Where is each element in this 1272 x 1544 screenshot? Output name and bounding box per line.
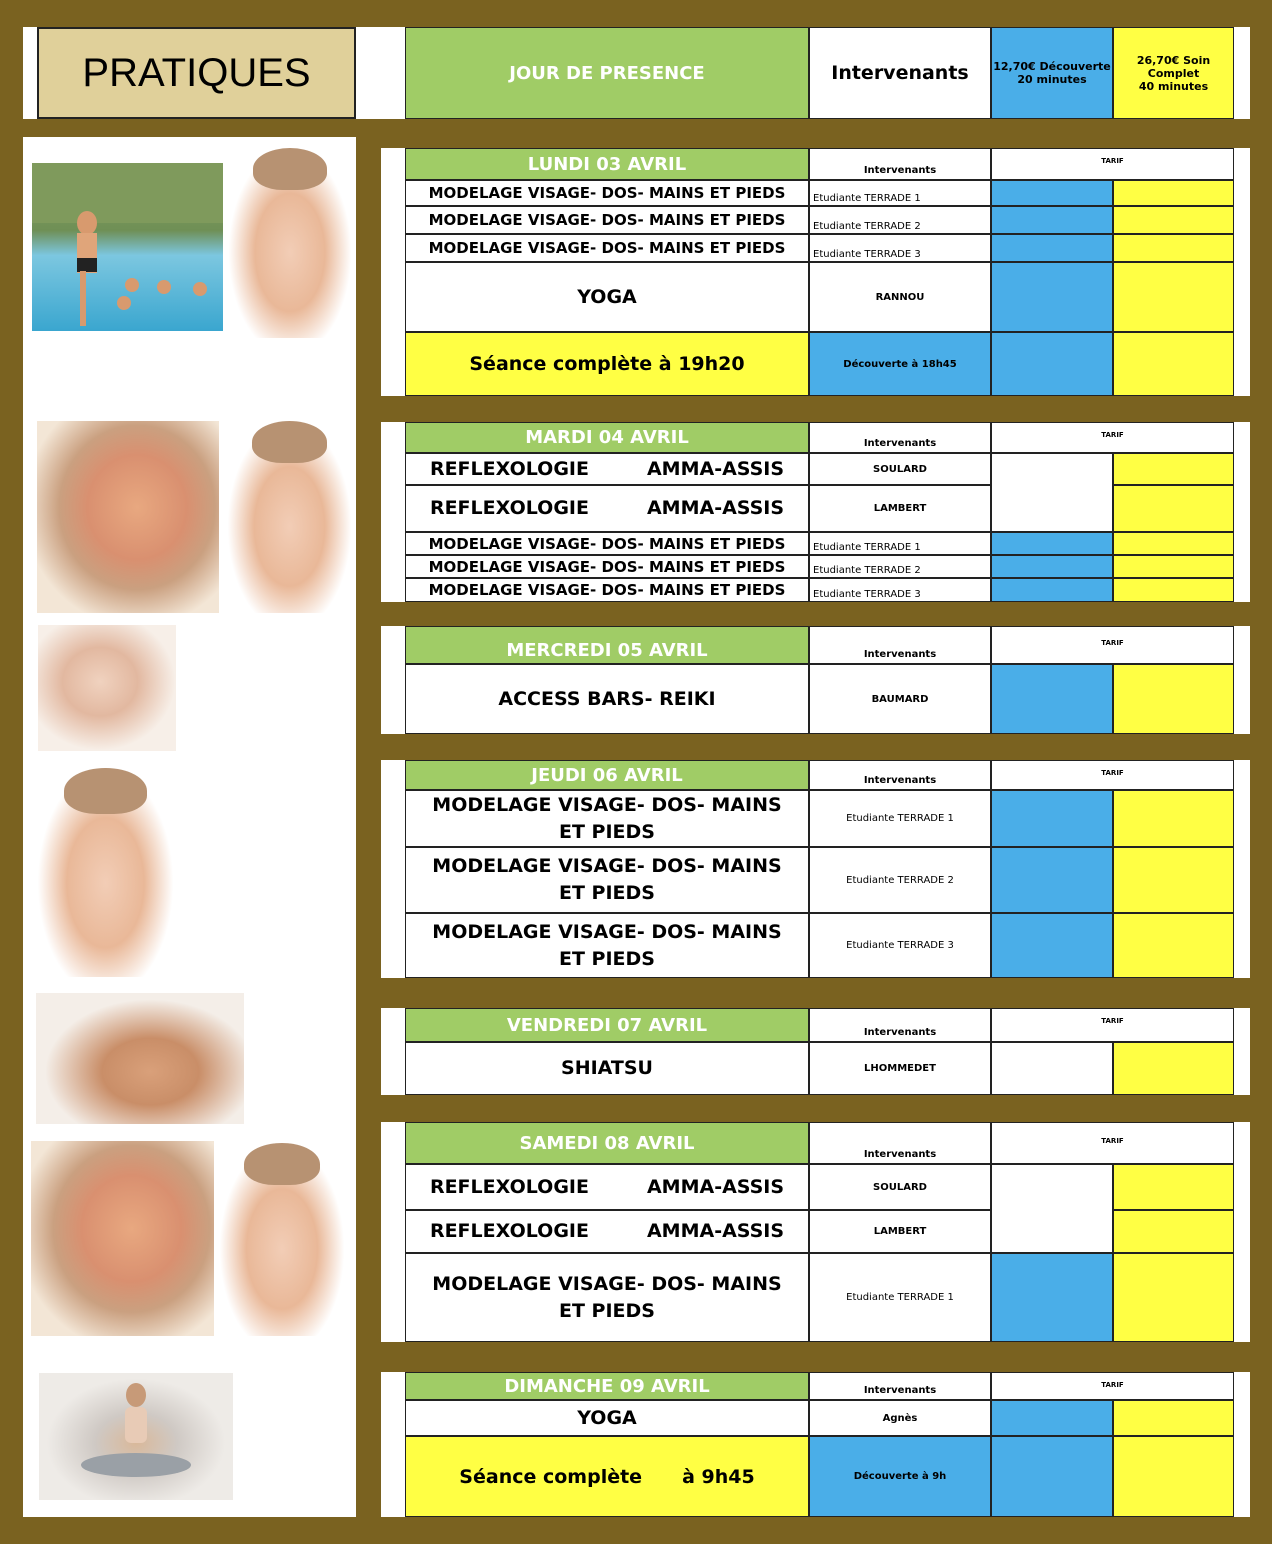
activity: MODELAGE VISAGE- DOS- MAINS ET PIEDS [405,532,809,555]
session-complete-time: à 9h45 [682,1465,755,1488]
price-complet [1113,790,1234,847]
activity: MODELAGE VISAGE- DOS- MAINS ET PIEDS [405,913,809,978]
price-empty [991,453,1113,532]
price-complet [1113,1210,1234,1253]
activity: MODELAGE VISAGE- DOS- MAINS ET PIEDS [405,847,809,913]
activity [405,1164,809,1210]
price-decouverte [991,790,1113,847]
price-complet [1113,555,1234,578]
intervenant: SOULARD [809,1164,991,1210]
price-complet [1113,847,1234,913]
activity: MODELAGE VISAGE- DOS- MAINS ET PIEDS [405,790,809,847]
price-decouverte [991,664,1113,734]
facial-massage-photo [228,148,352,338]
tarif-decouverte-price: 12,70€ Découverte [993,60,1111,73]
price-complet [1113,332,1234,396]
aqua-yoga-figures [32,163,223,331]
intervenant: Etudiante TERRADE 1 [809,1253,991,1342]
intervenant: Etudiante TERRADE 1 [809,180,991,206]
intervenants-label: Intervenants [809,1122,991,1164]
tarif-decouverte-duration: 20 minutes [1017,73,1087,86]
header-day-col: JOUR DE PRESENCE [405,27,809,119]
price-complet [1113,485,1234,532]
intervenants-label: Intervenants [809,422,991,453]
page-title: PRATIQUES [37,27,356,119]
activity: SHIATSU [405,1042,809,1095]
price-complet [1113,664,1234,734]
activity: YOGA [405,1400,809,1436]
meditation-photo [39,1373,233,1500]
price-complet [1113,532,1234,555]
intervenants-label: Intervenants [809,626,991,664]
facial-massage-photo [227,421,352,613]
intervenants-label: Intervenants [809,1008,991,1042]
price-decouverte [991,913,1113,978]
tarif-label: TARIF [991,760,1234,790]
tarif-label: TARIF [991,1122,1234,1164]
intervenants-label: Intervenants [809,760,991,790]
tarif-label: TARIF [991,1008,1234,1042]
day-mercredi: MERCREDI 05 AVRIL [405,626,809,664]
price-empty [991,1164,1113,1253]
day-samedi: SAMEDI 08 AVRIL [405,1122,809,1164]
meditation-figure [39,1373,233,1500]
session-complete: Séance complète à 19h20 [405,332,809,396]
intervenant: BAUMARD [809,664,991,734]
session-complete-label: Séance complète [459,1465,643,1488]
intervenants-label: Intervenants [809,1372,991,1400]
header-right-strip [1234,27,1250,119]
price-complet [1113,913,1234,978]
price-complet [1113,1400,1234,1436]
tarif-complet-price: 26,70€ Soin Complet [1136,53,1211,80]
tarif-label: TARIF [991,1372,1234,1400]
price-complet [1113,578,1234,602]
price-decouverte [991,262,1113,332]
price-complet [1113,180,1234,206]
activity [405,1210,809,1253]
header-tarif-decouverte [991,27,1113,119]
price-complet [1113,262,1234,332]
header-intervenants: Intervenants [809,27,991,119]
intervenant: Agnès [809,1400,991,1436]
tarif-label: TARIF [991,422,1234,453]
foot-reflexology-photo [37,421,219,613]
price-decouverte [991,578,1113,602]
tarif-complet-duration: 40 minutes [1138,79,1209,93]
activity: MODELAGE VISAGE- DOS- MAINS ET PIEDS [405,180,809,206]
activity: MODELAGE VISAGE- DOS- MAINS ET PIEDS [405,578,809,602]
price-empty [991,1042,1113,1095]
activity-reflexologie: REFLEXOLOGIE [429,1175,589,1198]
intervenant: LHOMMEDET [809,1042,991,1095]
activity: YOGA [405,262,809,332]
price-complet [1113,1436,1234,1517]
activity-amma: AMMA-ASSIS [646,497,785,520]
activity: MODELAGE VISAGE- DOS- MAINS ET PIEDS [405,1253,809,1342]
price-decouverte [991,555,1113,578]
facial-massage-photo [37,768,174,977]
price-decouverte [991,847,1113,913]
activity: MODELAGE VISAGE- DOS- MAINS ET PIEDS [405,206,809,234]
price-complet [1113,206,1234,234]
tarif-label: TARIF [991,626,1234,664]
activity-reflexologie: REFLEXOLOGIE [429,1220,589,1243]
intervenant: Etudiante TERRADE 1 [809,790,991,847]
intervenant: Etudiante TERRADE 3 [809,578,991,602]
aqua-yoga-photo [32,163,223,331]
back-massage-photo [36,993,244,1124]
intervenant: SOULARD [809,453,991,485]
price-decouverte [991,1436,1113,1517]
activity: MODELAGE VISAGE- DOS- MAINS ET PIEDS [405,234,809,262]
price-complet [1113,234,1234,262]
intervenant: LAMBERT [809,485,991,532]
price-decouverte [991,206,1113,234]
header-gap [356,27,406,119]
session-complete [405,1436,809,1517]
activity-amma: AMMA-ASSIS [646,1175,785,1198]
day-mardi: MARDI 04 AVRIL [405,422,809,453]
price-decouverte [991,180,1113,206]
price-decouverte [991,234,1113,262]
price-complet [1113,453,1234,485]
price-decouverte [991,1253,1113,1342]
activity [405,453,809,485]
intervenant: Etudiante TERRADE 3 [809,234,991,262]
header-tarif-complet [1113,27,1234,119]
day-lundi: LUNDI 03 AVRIL [405,148,809,180]
intervenant: Etudiante TERRADE 2 [809,555,991,578]
day-jeudi: JEUDI 06 AVRIL [405,760,809,790]
activity: ACCESS BARS- REIKI [405,664,809,734]
facial-massage-photo [219,1143,345,1336]
price-decouverte [991,1400,1113,1436]
price-complet [1113,1042,1234,1095]
tarif-label: TARIF [991,148,1234,180]
activity-amma: AMMA-ASSIS [646,1220,785,1243]
day-vendredi: VENDREDI 07 AVRIL [405,1008,809,1042]
session-decouverte: Découverte à 9h [809,1436,991,1517]
foot-reflexology-photo [31,1141,214,1336]
price-complet [1113,1164,1234,1210]
activity-amma: AMMA-ASSIS [646,457,785,480]
price-decouverte [991,332,1113,396]
activity-reflexologie: REFLEXOLOGIE [429,497,589,520]
intervenant: LAMBERT [809,1210,991,1253]
activity [405,485,809,532]
activity: MODELAGE VISAGE- DOS- MAINS ET PIEDS [405,555,809,578]
head-massage-photo [38,625,176,751]
intervenant: Etudiante TERRADE 2 [809,206,991,234]
day-dimanche: DIMANCHE 09 AVRIL [405,1372,809,1400]
intervenant: Etudiante TERRADE 3 [809,913,991,978]
intervenant: Etudiante TERRADE 1 [809,532,991,555]
intervenant: RANNOU [809,262,991,332]
price-complet [1113,1253,1234,1342]
session-decouverte: Découverte à 18h45 [809,332,991,396]
intervenants-label: Intervenants [809,148,991,180]
price-decouverte [991,532,1113,555]
activity-reflexologie: REFLEXOLOGIE [429,457,589,480]
intervenant: Etudiante TERRADE 2 [809,847,991,913]
